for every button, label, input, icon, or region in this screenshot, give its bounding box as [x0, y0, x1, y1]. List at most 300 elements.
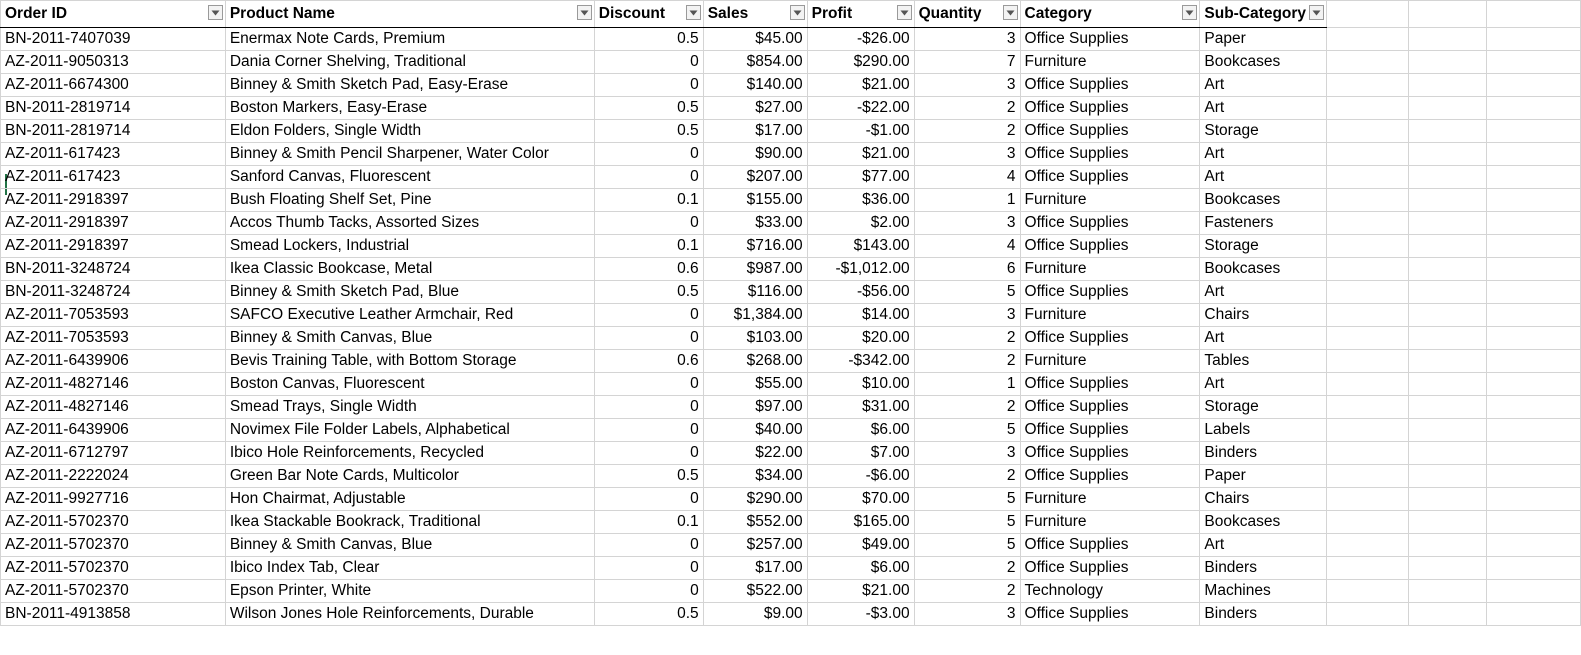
cell-profit[interactable]: $6.00: [807, 419, 914, 442]
empty-cell[interactable]: [1409, 258, 1487, 281]
cell-profit[interactable]: $10.00: [807, 373, 914, 396]
empty-cell[interactable]: [1327, 373, 1409, 396]
cell-order-id[interactable]: AZ-2011-6712797: [1, 442, 226, 465]
cell-product-name[interactable]: Bush Floating Shelf Set, Pine: [225, 189, 594, 212]
cell-sales[interactable]: $290.00: [703, 488, 807, 511]
cell-product-name[interactable]: Accos Thumb Tacks, Assorted Sizes: [225, 212, 594, 235]
cell-profit[interactable]: $6.00: [807, 557, 914, 580]
cell-category[interactable]: Office Supplies: [1020, 281, 1200, 304]
cell-sub-category[interactable]: Storage: [1200, 235, 1327, 258]
cell-product-name[interactable]: Smead Trays, Single Width: [225, 396, 594, 419]
cell-category[interactable]: Technology: [1020, 580, 1200, 603]
cell-order-id[interactable]: AZ-2011-4827146: [1, 373, 226, 396]
cell-quantity[interactable]: 2: [914, 327, 1020, 350]
empty-cell[interactable]: [1487, 419, 1581, 442]
filter-dropdown-icon[interactable]: [897, 5, 912, 20]
cell-product-name[interactable]: Boston Markers, Easy-Erase: [225, 97, 594, 120]
cell-product-name[interactable]: Green Bar Note Cards, Multicolor: [225, 465, 594, 488]
header-product-name[interactable]: [225, 1, 594, 28]
cell-sub-category[interactable]: Art: [1200, 327, 1327, 350]
empty-cell[interactable]: [1327, 580, 1409, 603]
cell-category[interactable]: Office Supplies: [1020, 465, 1200, 488]
cell-category[interactable]: Furniture: [1020, 51, 1200, 74]
empty-cell[interactable]: [1327, 396, 1409, 419]
cell-product-name[interactable]: Binney & Smith Sketch Pad, Blue: [225, 281, 594, 304]
empty-cell[interactable]: [1409, 74, 1487, 97]
cell-quantity[interactable]: 3: [914, 603, 1020, 626]
cell-sub-category[interactable]: Tables: [1200, 350, 1327, 373]
empty-cell[interactable]: [1409, 442, 1487, 465]
cell-sales[interactable]: $33.00: [703, 212, 807, 235]
empty-cell[interactable]: [1327, 511, 1409, 534]
empty-cell[interactable]: [1327, 304, 1409, 327]
cell-discount[interactable]: 0.5: [594, 603, 703, 626]
cell-sales[interactable]: $22.00: [703, 442, 807, 465]
empty-cell[interactable]: [1409, 97, 1487, 120]
cell-discount[interactable]: 0: [594, 442, 703, 465]
empty-cell[interactable]: [1487, 442, 1581, 465]
cell-order-id[interactable]: AZ-2011-617423: [1, 143, 226, 166]
filter-dropdown-icon[interactable]: [686, 5, 701, 20]
cell-product-name[interactable]: Binney & Smith Canvas, Blue: [225, 534, 594, 557]
cell-category[interactable]: Office Supplies: [1020, 327, 1200, 350]
empty-cell[interactable]: [1327, 74, 1409, 97]
empty-cell[interactable]: [1327, 235, 1409, 258]
cell-order-id[interactable]: AZ-2011-2918397: [1, 189, 226, 212]
cell-category[interactable]: Furniture: [1020, 350, 1200, 373]
cell-quantity[interactable]: 7: [914, 51, 1020, 74]
cell-sub-category[interactable]: Machines: [1200, 580, 1327, 603]
cell-profit[interactable]: -$22.00: [807, 97, 914, 120]
cell-quantity[interactable]: 1: [914, 373, 1020, 396]
cell-profit[interactable]: $165.00: [807, 511, 914, 534]
cell-sub-category[interactable]: Art: [1200, 166, 1327, 189]
empty-cell[interactable]: [1487, 166, 1581, 189]
cell-quantity[interactable]: 2: [914, 120, 1020, 143]
cell-discount[interactable]: 0: [594, 51, 703, 74]
header-order-id[interactable]: [1, 1, 226, 28]
cell-sub-category[interactable]: Paper: [1200, 28, 1327, 51]
empty-cell[interactable]: [1487, 235, 1581, 258]
empty-cell[interactable]: [1327, 258, 1409, 281]
cell-sub-category[interactable]: Art: [1200, 281, 1327, 304]
empty-cell[interactable]: [1327, 488, 1409, 511]
cell-sales[interactable]: $207.00: [703, 166, 807, 189]
cell-sales[interactable]: $116.00: [703, 281, 807, 304]
cell-profit[interactable]: $21.00: [807, 74, 914, 97]
cell-discount[interactable]: 0: [594, 396, 703, 419]
empty-cell[interactable]: [1409, 511, 1487, 534]
empty-cell[interactable]: [1487, 304, 1581, 327]
cell-profit[interactable]: $49.00: [807, 534, 914, 557]
cell-order-id[interactable]: AZ-2011-7053593: [1, 327, 226, 350]
empty-cell[interactable]: [1487, 97, 1581, 120]
header-category[interactable]: [1020, 1, 1200, 28]
empty-cell[interactable]: [1409, 189, 1487, 212]
empty-cell[interactable]: [1327, 281, 1409, 304]
cell-sub-category[interactable]: Chairs: [1200, 488, 1327, 511]
empty-cell[interactable]: [1327, 465, 1409, 488]
cell-product-name[interactable]: SAFCO Executive Leather Armchair, Red: [225, 304, 594, 327]
cell-profit[interactable]: $7.00: [807, 442, 914, 465]
cell-profit[interactable]: $70.00: [807, 488, 914, 511]
empty-cell[interactable]: [1327, 419, 1409, 442]
cell-discount[interactable]: 0: [594, 143, 703, 166]
cell-sales[interactable]: $155.00: [703, 189, 807, 212]
cell-profit[interactable]: -$6.00: [807, 465, 914, 488]
empty-cell[interactable]: [1327, 189, 1409, 212]
cell-sub-category[interactable]: Binders: [1200, 442, 1327, 465]
cell-discount[interactable]: 0: [594, 534, 703, 557]
cell-category[interactable]: Office Supplies: [1020, 603, 1200, 626]
empty-cell[interactable]: [1487, 580, 1581, 603]
cell-order-id[interactable]: BN-2011-2819714: [1, 97, 226, 120]
empty-cell[interactable]: [1487, 373, 1581, 396]
cell-order-id[interactable]: AZ-2011-5702370: [1, 580, 226, 603]
cell-category[interactable]: Furniture: [1020, 488, 1200, 511]
cell-quantity[interactable]: 2: [914, 350, 1020, 373]
cell-quantity[interactable]: 3: [914, 28, 1020, 51]
empty-cell[interactable]: [1409, 350, 1487, 373]
empty-cell[interactable]: [1487, 488, 1581, 511]
cell-category[interactable]: Office Supplies: [1020, 557, 1200, 580]
cell-order-id[interactable]: BN-2011-3248724: [1, 258, 226, 281]
cell-product-name[interactable]: Ibico Hole Reinforcements, Recycled: [225, 442, 594, 465]
cell-product-name[interactable]: Binney & Smith Canvas, Blue: [225, 327, 594, 350]
cell-sales[interactable]: $552.00: [703, 511, 807, 534]
cell-sub-category[interactable]: Storage: [1200, 120, 1327, 143]
cell-discount[interactable]: 0: [594, 327, 703, 350]
cell-quantity[interactable]: 5: [914, 419, 1020, 442]
cell-discount[interactable]: 0.5: [594, 281, 703, 304]
cell-sub-category[interactable]: Bookcases: [1200, 189, 1327, 212]
cell-profit[interactable]: $36.00: [807, 189, 914, 212]
cell-sales[interactable]: $854.00: [703, 51, 807, 74]
cell-sales[interactable]: $90.00: [703, 143, 807, 166]
cell-discount[interactable]: 0.6: [594, 258, 703, 281]
cell-order-id[interactable]: AZ-2011-5702370: [1, 511, 226, 534]
cell-quantity[interactable]: 2: [914, 580, 1020, 603]
cell-order-id[interactable]: AZ-2011-5702370: [1, 557, 226, 580]
empty-cell[interactable]: [1327, 327, 1409, 350]
cell-sales[interactable]: $1,384.00: [703, 304, 807, 327]
empty-cell[interactable]: [1409, 143, 1487, 166]
cell-profit[interactable]: $290.00: [807, 51, 914, 74]
empty-cell[interactable]: [1327, 350, 1409, 373]
cell-profit[interactable]: $77.00: [807, 166, 914, 189]
cell-sales[interactable]: $40.00: [703, 419, 807, 442]
filter-dropdown-icon[interactable]: [577, 5, 592, 20]
empty-cell[interactable]: [1409, 465, 1487, 488]
empty-cell[interactable]: [1487, 557, 1581, 580]
cell-profit[interactable]: -$1.00: [807, 120, 914, 143]
cell-order-id[interactable]: BN-2011-3248724: [1, 281, 226, 304]
cell-category[interactable]: Office Supplies: [1020, 28, 1200, 51]
empty-cell[interactable]: [1409, 235, 1487, 258]
cell-discount[interactable]: 0: [594, 557, 703, 580]
cell-sales[interactable]: $34.00: [703, 465, 807, 488]
cell-sales[interactable]: $140.00: [703, 74, 807, 97]
cell-quantity[interactable]: 2: [914, 396, 1020, 419]
cell-quantity[interactable]: 3: [914, 143, 1020, 166]
cell-sales[interactable]: $257.00: [703, 534, 807, 557]
cell-quantity[interactable]: 1: [914, 189, 1020, 212]
cell-category[interactable]: Furniture: [1020, 258, 1200, 281]
empty-cell[interactable]: [1409, 166, 1487, 189]
cell-sub-category[interactable]: Art: [1200, 373, 1327, 396]
filter-dropdown-icon[interactable]: [208, 5, 223, 20]
cell-order-id[interactable]: AZ-2011-2222024: [1, 465, 226, 488]
cell-profit[interactable]: $21.00: [807, 143, 914, 166]
filter-dropdown-icon[interactable]: [1182, 5, 1197, 20]
cell-sub-category[interactable]: Storage: [1200, 396, 1327, 419]
cell-profit[interactable]: $2.00: [807, 212, 914, 235]
cell-discount[interactable]: 0: [594, 580, 703, 603]
cell-discount[interactable]: 0: [594, 166, 703, 189]
empty-cell[interactable]: [1487, 281, 1581, 304]
empty-cell[interactable]: [1409, 557, 1487, 580]
empty-cell[interactable]: [1409, 281, 1487, 304]
cell-product-name[interactable]: Binney & Smith Sketch Pad, Easy-Erase: [225, 74, 594, 97]
cell-profit[interactable]: $20.00: [807, 327, 914, 350]
header-quantity[interactable]: [914, 1, 1020, 28]
cell-discount[interactable]: 0: [594, 304, 703, 327]
empty-cell[interactable]: [1487, 350, 1581, 373]
cell-sub-category[interactable]: Bookcases: [1200, 51, 1327, 74]
cell-product-name[interactable]: Dania Corner Shelving, Traditional: [225, 51, 594, 74]
cell-category[interactable]: Office Supplies: [1020, 442, 1200, 465]
empty-cell[interactable]: [1409, 396, 1487, 419]
empty-cell[interactable]: [1409, 488, 1487, 511]
empty-cell[interactable]: [1487, 189, 1581, 212]
cell-profit[interactable]: -$26.00: [807, 28, 914, 51]
cell-quantity[interactable]: 4: [914, 235, 1020, 258]
empty-cell[interactable]: [1409, 212, 1487, 235]
cell-product-name[interactable]: Ibico Index Tab, Clear: [225, 557, 594, 580]
empty-cell[interactable]: [1487, 143, 1581, 166]
empty-cell[interactable]: [1487, 511, 1581, 534]
cell-category[interactable]: Office Supplies: [1020, 166, 1200, 189]
cell-quantity[interactable]: 5: [914, 281, 1020, 304]
cell-discount[interactable]: 0.5: [594, 28, 703, 51]
cell-sales[interactable]: $103.00: [703, 327, 807, 350]
cell-category[interactable]: Office Supplies: [1020, 212, 1200, 235]
cell-profit[interactable]: $21.00: [807, 580, 914, 603]
cell-category[interactable]: Office Supplies: [1020, 419, 1200, 442]
cell-category[interactable]: Furniture: [1020, 511, 1200, 534]
cell-order-id[interactable]: BN-2011-2819714: [1, 120, 226, 143]
cell-profit[interactable]: -$3.00: [807, 603, 914, 626]
cell-sales[interactable]: $27.00: [703, 97, 807, 120]
header-discount[interactable]: [594, 1, 703, 28]
cell-quantity[interactable]: 6: [914, 258, 1020, 281]
cell-category[interactable]: Furniture: [1020, 189, 1200, 212]
cell-product-name[interactable]: Enermax Note Cards, Premium: [225, 28, 594, 51]
cell-order-id[interactable]: AZ-2011-6439906: [1, 419, 226, 442]
cell-discount[interactable]: 0.1: [594, 235, 703, 258]
empty-cell[interactable]: [1327, 534, 1409, 557]
cell-quantity[interactable]: 4: [914, 166, 1020, 189]
cell-order-id[interactable]: AZ-2011-617423: [1, 166, 226, 189]
cell-sub-category[interactable]: Art: [1200, 74, 1327, 97]
cell-order-id[interactable]: AZ-2011-4827146: [1, 396, 226, 419]
empty-header-cell[interactable]: [1409, 1, 1487, 28]
cell-sales[interactable]: $987.00: [703, 258, 807, 281]
cell-profit[interactable]: $31.00: [807, 396, 914, 419]
cell-sales[interactable]: $55.00: [703, 373, 807, 396]
cell-sales[interactable]: $17.00: [703, 120, 807, 143]
cell-discount[interactable]: 0: [594, 419, 703, 442]
empty-cell[interactable]: [1409, 120, 1487, 143]
header-profit[interactable]: [807, 1, 914, 28]
cell-order-id[interactable]: BN-2011-7407039: [1, 28, 226, 51]
cell-product-name[interactable]: Binney & Smith Pencil Sharpener, Water Color: [225, 143, 594, 166]
cell-profit[interactable]: $143.00: [807, 235, 914, 258]
cell-sales[interactable]: $9.00: [703, 603, 807, 626]
cell-product-name[interactable]: Sanford Canvas, Fluorescent: [225, 166, 594, 189]
cell-category[interactable]: Furniture: [1020, 304, 1200, 327]
cell-sub-category[interactable]: Labels: [1200, 419, 1327, 442]
cell-sub-category[interactable]: Binders: [1200, 557, 1327, 580]
cell-order-id[interactable]: AZ-2011-2918397: [1, 235, 226, 258]
empty-cell[interactable]: [1409, 603, 1487, 626]
empty-cell[interactable]: [1409, 304, 1487, 327]
filter-dropdown-icon[interactable]: [790, 5, 805, 20]
cell-discount[interactable]: 0.1: [594, 511, 703, 534]
header-sales[interactable]: [703, 1, 807, 28]
cell-profit[interactable]: -$1,012.00: [807, 258, 914, 281]
filter-dropdown-icon[interactable]: [1309, 5, 1324, 20]
cell-quantity[interactable]: 3: [914, 304, 1020, 327]
cell-quantity[interactable]: 5: [914, 534, 1020, 557]
empty-cell[interactable]: [1487, 120, 1581, 143]
cell-sales[interactable]: $97.00: [703, 396, 807, 419]
cell-sub-category[interactable]: Bookcases: [1200, 511, 1327, 534]
cell-order-id[interactable]: AZ-2011-9927716: [1, 488, 226, 511]
cell-quantity[interactable]: 3: [914, 442, 1020, 465]
cell-category[interactable]: Office Supplies: [1020, 120, 1200, 143]
cell-order-id[interactable]: BN-2011-4913858: [1, 603, 226, 626]
cell-discount[interactable]: 0.5: [594, 465, 703, 488]
cell-category[interactable]: Office Supplies: [1020, 74, 1200, 97]
cell-product-name[interactable]: Boston Canvas, Fluorescent: [225, 373, 594, 396]
empty-cell[interactable]: [1487, 396, 1581, 419]
empty-cell[interactable]: [1409, 534, 1487, 557]
cell-profit[interactable]: -$56.00: [807, 281, 914, 304]
cell-profit[interactable]: -$342.00: [807, 350, 914, 373]
cell-category[interactable]: Office Supplies: [1020, 235, 1200, 258]
header-sub-category[interactable]: [1200, 1, 1327, 28]
empty-cell[interactable]: [1327, 166, 1409, 189]
cell-sub-category[interactable]: Bookcases: [1200, 258, 1327, 281]
empty-cell[interactable]: [1487, 74, 1581, 97]
cell-sales[interactable]: $522.00: [703, 580, 807, 603]
empty-header-cell[interactable]: [1327, 1, 1409, 28]
empty-cell[interactable]: [1327, 212, 1409, 235]
cell-discount[interactable]: 0.5: [594, 120, 703, 143]
cell-product-name[interactable]: Ikea Classic Bookcase, Metal: [225, 258, 594, 281]
cell-quantity[interactable]: 2: [914, 465, 1020, 488]
cell-quantity[interactable]: 2: [914, 557, 1020, 580]
cell-sub-category[interactable]: Art: [1200, 143, 1327, 166]
cell-product-name[interactable]: Epson Printer, White: [225, 580, 594, 603]
cell-discount[interactable]: 0: [594, 488, 703, 511]
cell-sub-category[interactable]: Chairs: [1200, 304, 1327, 327]
cell-product-name[interactable]: Ikea Stackable Bookrack, Traditional: [225, 511, 594, 534]
cell-sales[interactable]: $716.00: [703, 235, 807, 258]
cell-quantity[interactable]: 5: [914, 488, 1020, 511]
cell-quantity[interactable]: 3: [914, 212, 1020, 235]
cell-category[interactable]: Office Supplies: [1020, 396, 1200, 419]
empty-cell[interactable]: [1327, 97, 1409, 120]
empty-cell[interactable]: [1487, 534, 1581, 557]
cell-profit[interactable]: $14.00: [807, 304, 914, 327]
cell-order-id[interactable]: AZ-2011-5702370: [1, 534, 226, 557]
empty-cell[interactable]: [1409, 51, 1487, 74]
cell-sales[interactable]: $45.00: [703, 28, 807, 51]
empty-cell[interactable]: [1487, 51, 1581, 74]
cell-sales[interactable]: $268.00: [703, 350, 807, 373]
empty-cell[interactable]: [1409, 580, 1487, 603]
cell-order-id[interactable]: AZ-2011-7053593: [1, 304, 226, 327]
empty-cell[interactable]: [1409, 373, 1487, 396]
cell-product-name[interactable]: Smead Lockers, Industrial: [225, 235, 594, 258]
cell-category[interactable]: Office Supplies: [1020, 97, 1200, 120]
cell-product-name[interactable]: Eldon Folders, Single Width: [225, 120, 594, 143]
empty-cell[interactable]: [1327, 143, 1409, 166]
empty-cell[interactable]: [1487, 28, 1581, 51]
empty-cell[interactable]: [1487, 258, 1581, 281]
empty-cell[interactable]: [1327, 51, 1409, 74]
cell-category[interactable]: Office Supplies: [1020, 143, 1200, 166]
cell-sales[interactable]: $17.00: [703, 557, 807, 580]
cell-quantity[interactable]: 2: [914, 97, 1020, 120]
cell-discount[interactable]: 0: [594, 373, 703, 396]
empty-cell[interactable]: [1487, 465, 1581, 488]
cell-sub-category[interactable]: Fasteners: [1200, 212, 1327, 235]
cell-order-id[interactable]: AZ-2011-6674300: [1, 74, 226, 97]
empty-cell[interactable]: [1327, 28, 1409, 51]
empty-cell[interactable]: [1327, 603, 1409, 626]
cell-quantity[interactable]: 5: [914, 511, 1020, 534]
cell-discount[interactable]: 0.5: [594, 97, 703, 120]
empty-cell[interactable]: [1409, 419, 1487, 442]
empty-cell[interactable]: [1409, 28, 1487, 51]
cell-product-name[interactable]: Novimex File Folder Labels, Alphabetical: [225, 419, 594, 442]
cell-sub-category[interactable]: Binders: [1200, 603, 1327, 626]
cell-discount[interactable]: 0: [594, 212, 703, 235]
cell-order-id[interactable]: AZ-2011-2918397: [1, 212, 226, 235]
empty-header-cell[interactable]: [1487, 1, 1581, 28]
cell-order-id[interactable]: AZ-2011-6439906: [1, 350, 226, 373]
empty-cell[interactable]: [1327, 442, 1409, 465]
cell-discount[interactable]: 0: [594, 74, 703, 97]
empty-cell[interactable]: [1327, 557, 1409, 580]
cell-product-name[interactable]: Hon Chairmat, Adjustable: [225, 488, 594, 511]
cell-discount[interactable]: 0.1: [594, 189, 703, 212]
cell-sub-category[interactable]: Paper: [1200, 465, 1327, 488]
empty-cell[interactable]: [1487, 603, 1581, 626]
cell-category[interactable]: Office Supplies: [1020, 373, 1200, 396]
cell-sub-category[interactable]: Art: [1200, 97, 1327, 120]
empty-cell[interactable]: [1409, 327, 1487, 350]
empty-cell[interactable]: [1487, 327, 1581, 350]
cell-quantity[interactable]: 3: [914, 74, 1020, 97]
empty-cell[interactable]: [1327, 120, 1409, 143]
empty-cell[interactable]: [1487, 212, 1581, 235]
cell-discount[interactable]: 0.6: [594, 350, 703, 373]
cell-category[interactable]: Office Supplies: [1020, 534, 1200, 557]
